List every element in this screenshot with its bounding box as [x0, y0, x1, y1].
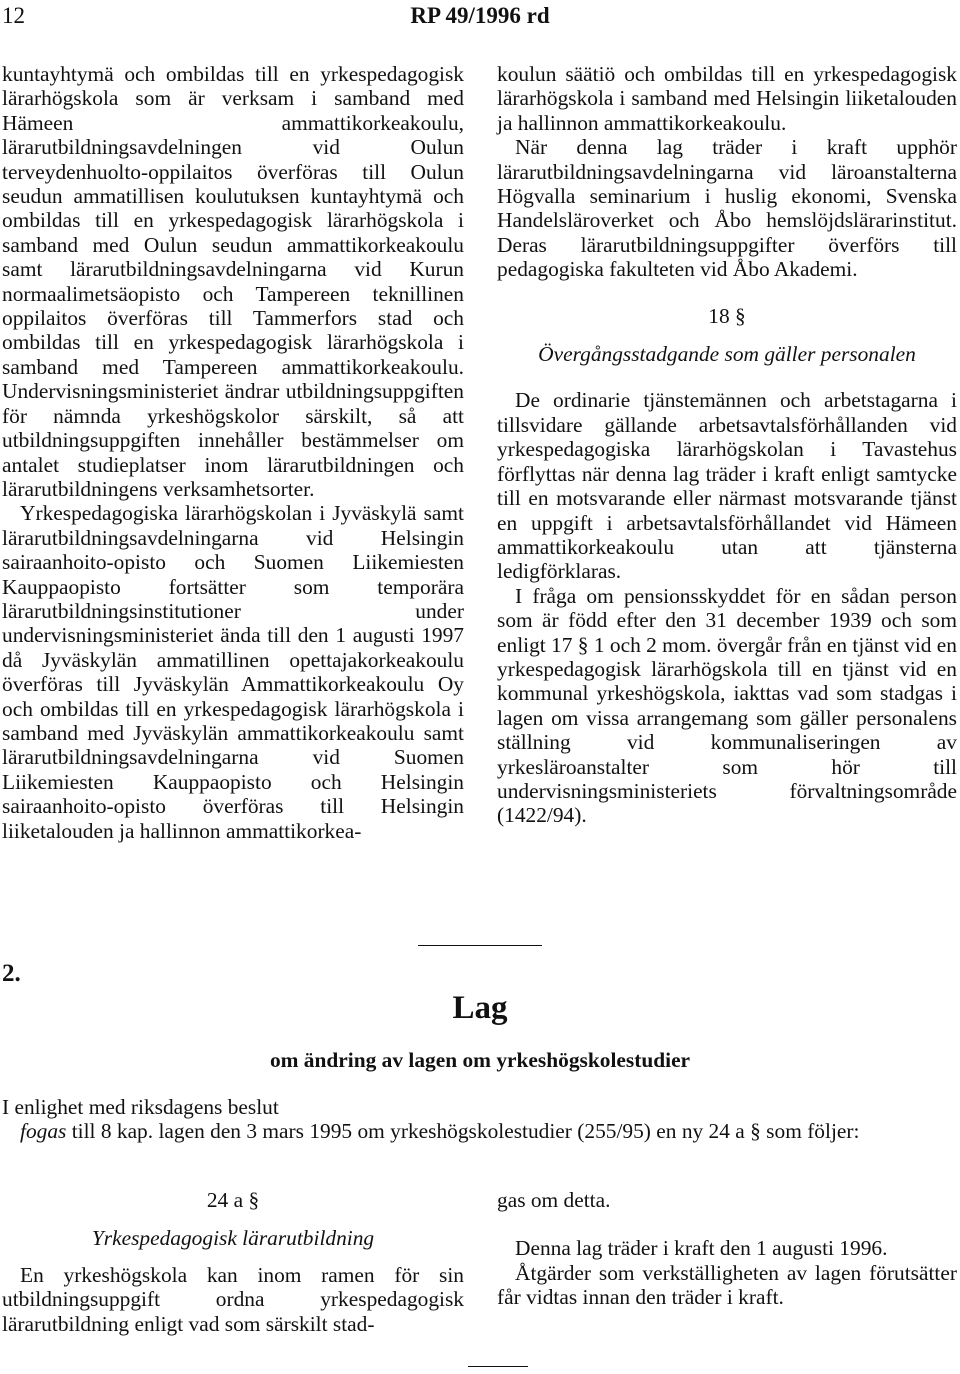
right-paragraph-3: De ordinarie tjänstemännen och arbetstagarna i tillsvidare gällande arbetsavtalsförhållanden vid yrkespedagogiska lärarhögskolan i Tavastehus förflyttas när denna lag träder i kraft enligt samtycke till en motsvarande eller närmast motsvarande tjänst en uppgift i arbetsavtalsförhållandet vid Hämeen ammattikorkeakoulu utan att tjänsterna ledigförklaras.	[497, 388, 957, 584]
right-paragraph-1: koulun säätiö och ombildas till en yrkespedagogisk lärarhögskola i samband med Helsingin liiketalouden ja hallinnon ammattikorkeakoulu.	[497, 62, 957, 135]
left-paragraph-2: Yrkespedagogiska lärarhögskolan i Jyväskylä samt lärarutbildningsavdelningarna vid Helsingin sairaanhoito-opisto och Suomen Liikemiesten Kauppaopisto fortsätter som temporära lärarutbildningsinstitutioner under undervisningsministeriet ända till den 1 augusti 1997 då Jyväskylän ammatillinen opettajakorkeakoulu överföras till Jyväskylän Ammattikorkeakoulu Oy och ombildas till en yrkespedagogisk lärarhögskola i samband med Jyväskylän ammattikorkeakoulu samt lärarutbildningsavdelningarna vid Suomen Liikemiesten Kauppaopisto och Helsingin sairaanhoito-opisto överföras till Helsingin liiketalouden ja hallinnon ammattikorkea-	[2, 501, 464, 843]
implementation-paragraph: Åtgärder som verkställigheten av lagen förutsätter får vidtas innan den träder i kraft.	[497, 1260, 957, 1310]
section-title-18: Övergångsstadgande som gäller personalen	[538, 342, 916, 367]
left-paragraph-1: kuntayhtymä och ombildas till en yrkespedagogisk lärarhögskola som är verksam i samband med Hämeen ammattikorkeakoulu, lärarutbildningsavdelningen vid Oulun terveydenhuolto-oppilaitos överföras till Oulun seudun ammatillisen koulutuksen kuntayhtymä och ombildas till en yrkespedagogisk lärarhögskola i samband med Oulun seudun ammattikorkeakoulu samt lärarutbildningsavdelningarna vid Kurun normaalimetsäopisto och Tampereen teknillinen oppilaitos överföras till Tammerfors stad och ombildas till en yrkespedagogisk lärarhögskola i samband med Tampereen ammattikorkeakoulu. Undervisningsministeriet ändrar utbildningsuppgiften för nämnda yrkeshögskolor särskilt, så att utbildningsuppgiften innehåller bestämmelser om antalet studieplatser inom lärarutbildningen och lärarutbildningens verksamhetsorter.	[2, 62, 464, 501]
end-divider	[468, 1366, 528, 1367]
preamble-line-1: I enlighet med riksdagens beslut	[2, 1095, 279, 1119]
page-number: 12	[2, 3, 25, 28]
law-subtitle: om ändring av lagen om yrkeshögskolestudier	[269, 1048, 691, 1072]
bottom-right-column	[497, 1188, 957, 1310]
bottom-left-column	[2, 1188, 464, 1336]
entry-into-force-paragraph: Denna lag träder i kraft den 1 augusti 1996.	[515, 1236, 888, 1261]
spacer	[497, 1212, 957, 1236]
document-reference: RP 49/1996 rd	[410, 3, 550, 28]
right-paragraph-4: I fråga om pensionsskyddet för en sådan person som är född efter den 31 december 1939 och som enligt 17 § 1 och 2 mom. övergår från en tjänst vid en yrkespedagogisk lärarhögskola till en tjänst vid en kommunal yrkeshögskola, iakttas vad som stadgas i lagen om vissa arrangemang som gäller personalens ställning vid kommunaliseringen av yrkesläroanstalter som hör till undervisningsministeriets förvaltningsområde (1422/94).	[497, 583, 957, 828]
section-number-24a: 24 a §	[206, 1188, 260, 1212]
section-number-18: 18 §	[708, 303, 746, 328]
preamble-body	[2, 1119, 957, 1143]
preamble-rest: till 8 kap. lagen den 3 mars 1995 om yrkeshögskolestudier (255/95) en ny 24 a § som följer:	[66, 1119, 860, 1144]
bottom-right-continuation: gas om detta.	[497, 1188, 611, 1212]
section-divider	[418, 945, 542, 946]
right-column	[497, 62, 957, 828]
part-number: 2.	[2, 960, 21, 987]
page-header	[0, 0, 960, 36]
law-title: Lag	[452, 990, 508, 1026]
preamble-italic-word: fogas	[20, 1119, 67, 1144]
bottom-left-paragraph: En yrkeshögskola kan inom ramen för sin utbildningsuppgift ordna yrkespedagogisk lärarutbildning enligt vad som särskilt stad-	[2, 1262, 464, 1336]
right-paragraph-2: När denna lag träder i kraft upphör lärarutbildningsavdelningarna vid läroanstalterna Högvalla seminarium i huslig ekonomi, Svenska Handelsläroverket och Åbo hemslöjdslärarinstitut. Deras lärarutbildningsuppgifter överförs till pedagogiska fakulteten vid Åbo Akademi.	[497, 135, 957, 282]
left-column	[2, 62, 464, 843]
law-preamble	[2, 1095, 957, 1144]
section-title-24a: Yrkespedagogisk lärarutbildning	[91, 1226, 375, 1251]
